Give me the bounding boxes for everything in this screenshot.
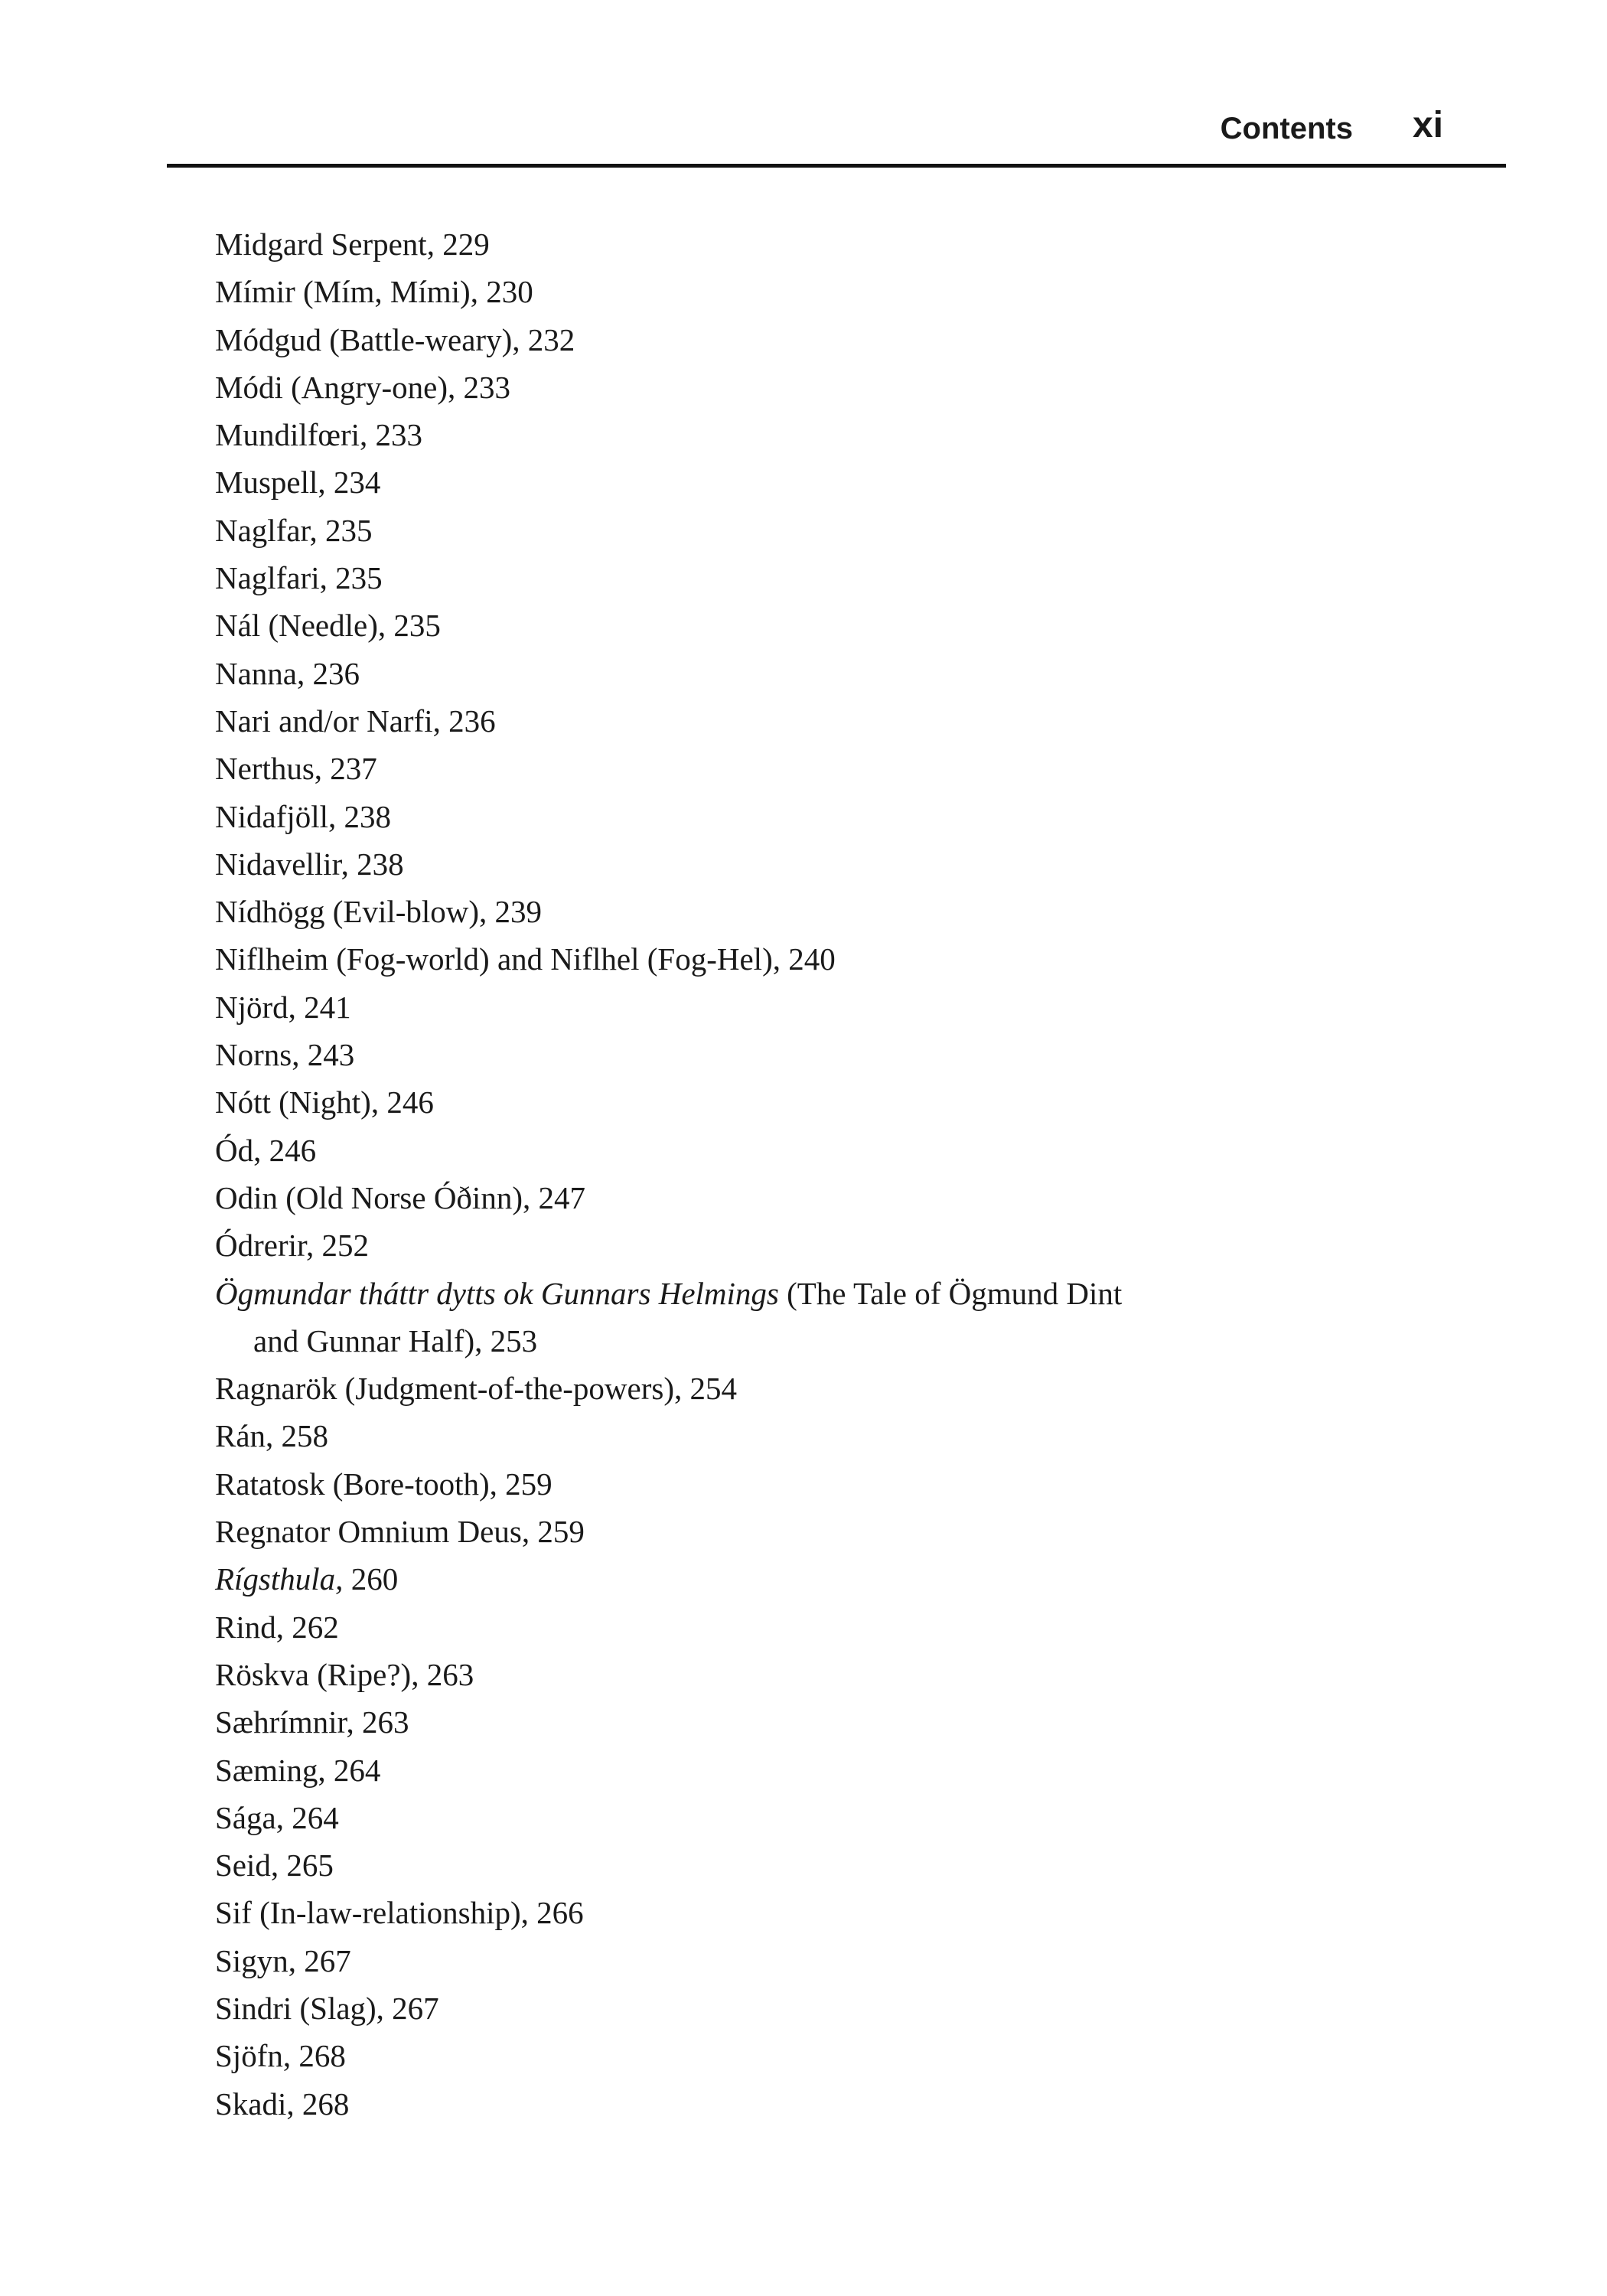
toc-entry [215,316,1363,364]
toc-entry-text: (The Tale of Ögmund Dint [778,1275,1123,1311]
toc-entry [215,1889,1363,1936]
toc-entry [215,1174,1363,1221]
toc-entry-text: Naglfar, 235 [215,512,373,548]
toc-entry [215,1460,1363,1508]
toc-entry [215,1603,1363,1651]
toc-entry [215,2032,1363,2079]
toc-entry [215,1365,1363,1412]
toc-entry-text: Sæming, 264 [215,1752,381,1788]
toc-entry [215,983,1363,1031]
toc-entry-text: Sæhrímnir, 263 [215,1704,409,1740]
toc-entry [215,554,1363,602]
toc-entry [215,1985,1363,2032]
toc-entry [215,268,1363,315]
toc-entry-text: Ratatosk (Bore-tooth), 259 [215,1466,553,1502]
toc-entry [215,1841,1363,1889]
toc-entry-text: Ódrerir, 252 [215,1228,370,1264]
toc-entry [215,364,1363,411]
toc-entry-text: Ragnarök (Judgment-of-the-powers), 254 [215,1371,738,1407]
toc-entry [215,411,1363,458]
toc-entry-text: Niflheim (Fog-world) and Niflhel (Fog-Hel), 240 [215,941,836,977]
toc-entry [215,650,1363,697]
toc-entry-text: Nál (Needle), 235 [215,608,441,644]
toc-entry [215,507,1363,554]
toc-entry-text: Sága, 264 [215,1799,339,1835]
toc-entry [215,1270,1363,1317]
toc-entry [215,220,1363,268]
toc-entry-text: Röskva (Ripe?), 263 [215,1656,474,1692]
toc-entry-text: Módgud (Battle-weary), 232 [215,321,575,357]
toc-entry [215,935,1363,983]
toc-entry-text: Odin (Old Norse Óðinn), 247 [215,1179,585,1215]
toc-entry [215,697,1363,745]
contents-list [215,220,1363,2128]
toc-entry [215,1127,1363,1174]
toc-entry-text: Nídhögg (Evil-blow), 239 [215,894,543,930]
toc-entry-text: Midgard Serpent, 229 [215,227,490,262]
toc-entry [215,840,1363,888]
toc-entry-text: Mímir (Mím, Mími), 230 [215,274,533,310]
toc-entry [215,1508,1363,1555]
toc-entry-text: Rán, 258 [215,1418,329,1454]
page-number: xi [1412,105,1443,145]
toc-entry-text: Sigyn, 267 [215,1942,351,1978]
toc-entry-text: 260 [343,1561,399,1597]
toc-entry [215,1031,1363,1078]
toc-entry-continuation: and Gunnar Half), 253 [253,1322,538,1358]
toc-entry-text: Regnator Omnium Deus, 259 [215,1514,585,1550]
toc-entry-text: Muspell, 234 [215,465,381,501]
toc-entry [215,888,1363,935]
toc-entry-text: Norns, 243 [215,1037,355,1073]
toc-entry-text: Sindri (Slag), 267 [215,1990,439,2026]
toc-entry [215,1078,1363,1126]
toc-entry-text: Nótt (Night), 246 [215,1084,434,1120]
toc-entry [215,2080,1363,2128]
toc-entry [215,458,1363,506]
toc-entry-text: Nerthus, 237 [215,751,377,787]
toc-entry-italic-title: Rígsthula, [215,1561,344,1597]
toc-entry [215,745,1363,792]
toc-entry-text: Módi (Angry-one), 233 [215,369,511,405]
toc-entry [215,1746,1363,1794]
toc-entry [215,1794,1363,1841]
toc-entry [215,1412,1363,1459]
toc-entry-italic-title: Ögmundar tháttr dytts ok Gunnars Helmings [215,1275,779,1311]
toc-entry-text: Njörd, 241 [215,989,351,1025]
toc-entry [215,1651,1363,1698]
toc-entry-text: Rind, 262 [215,1609,339,1645]
toc-entry-text: Sjöfn, 268 [215,2038,346,2074]
toc-entry-text: Nidavellir, 238 [215,846,404,882]
toc-entry [215,1698,1363,1746]
toc-entry [215,1555,1363,1603]
running-head-title: Contents [1220,112,1353,145]
toc-entry-text: Sif (In-law-relationship), 266 [215,1895,584,1931]
toc-entry-text: Mundilfœri, 233 [215,417,423,453]
toc-entry [215,1937,1363,1985]
toc-entry-text: Seid, 265 [215,1848,334,1883]
toc-entry-text: Skadi, 268 [215,2086,350,2122]
running-head [167,106,1506,168]
toc-entry [215,1221,1363,1269]
toc-entry [215,602,1363,649]
toc-entry-text: Nidafjöll, 238 [215,798,392,834]
toc-entry-text: Naglfari, 235 [215,560,383,596]
toc-entry-text: Ód, 246 [215,1132,317,1168]
toc-entry [215,793,1363,840]
toc-entry-text: Nanna, 236 [215,655,360,691]
toc-entry-text: Nari and/or Narfi, 236 [215,703,496,739]
